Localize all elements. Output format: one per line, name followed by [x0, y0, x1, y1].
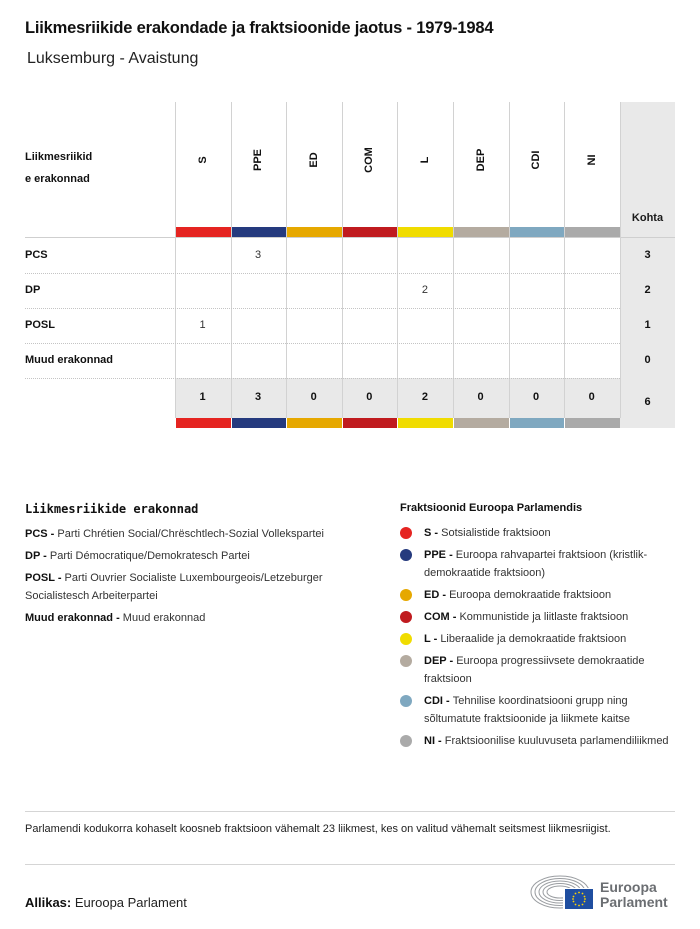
- column-header-label: S: [196, 156, 209, 164]
- separator: -: [47, 528, 58, 540]
- total-column-background: [620, 102, 675, 428]
- color-dot-icon: [400, 527, 412, 539]
- column-header-label: NI: [585, 154, 598, 166]
- group-abbr: PPE: [424, 549, 447, 561]
- column-header-s: [175, 102, 230, 227]
- grand-total: 6: [644, 396, 651, 408]
- row-label: DP: [25, 284, 41, 296]
- column-total: 0: [310, 391, 317, 403]
- color-bar-bottom: [232, 418, 287, 428]
- color-bar-top: [565, 227, 620, 237]
- group-name: Euroopa progressiivsete demokraatide fraktsioon: [424, 655, 645, 685]
- group-name: Euroopa rahvapartei fraktsioon (kristlik-demokraatide fraktsioon): [424, 549, 648, 579]
- row-divider: [25, 273, 620, 274]
- page-title: Liikmesriikide erakondade ja fraktsioonide jaotus - 1979-1984: [25, 19, 494, 37]
- party-legend-item: [25, 547, 375, 565]
- group-legend-item: [400, 630, 680, 648]
- row-header-label: Liikmesriikide erakonnad: [25, 151, 93, 185]
- color-bar-bottom: [176, 418, 231, 428]
- color-bar-top: [232, 227, 287, 237]
- group-abbr: NI: [424, 735, 435, 747]
- group-legend-item: [400, 608, 680, 626]
- group-abbr: CDI: [424, 695, 443, 707]
- column-header-dep: [453, 102, 508, 227]
- group-abbr: COM: [424, 611, 450, 623]
- color-dot-icon: [400, 735, 412, 747]
- row-total: 1: [644, 319, 651, 331]
- color-bar-bottom: [454, 418, 509, 428]
- separator: -: [442, 695, 453, 707]
- separator: -: [446, 655, 457, 667]
- table-cell: 2: [421, 284, 428, 296]
- column-header-label: CDI: [530, 150, 543, 170]
- separator: -: [435, 735, 445, 747]
- european-parliament-logo: [530, 872, 680, 912]
- table-cell: 1: [199, 319, 206, 331]
- party-abbr: PCS: [25, 528, 48, 540]
- column-header-label: COM: [363, 147, 376, 173]
- column-total: 0: [366, 391, 373, 403]
- column-total: 3: [255, 391, 262, 403]
- group-legend-item: [400, 732, 680, 750]
- column-header-l: [397, 102, 452, 227]
- column-header-ni: [564, 102, 619, 227]
- column-total: 0: [533, 391, 540, 403]
- row-total: 3: [644, 249, 651, 261]
- group-name: Liberaalide ja demokraatide fraktsioon: [440, 633, 627, 645]
- group-legend-item: [400, 524, 680, 542]
- party-legend: [25, 502, 375, 631]
- separator: -: [446, 549, 456, 561]
- column-header-cdi: [509, 102, 564, 227]
- party-abbr: DP: [25, 550, 41, 562]
- column-header-label: ED: [307, 152, 320, 168]
- column-header-label: DEP: [474, 148, 487, 172]
- group-abbr: ED: [424, 589, 440, 601]
- separator: -: [431, 527, 442, 539]
- column-header-label: PPE: [252, 148, 265, 172]
- group-abbr: L: [424, 633, 431, 645]
- divider: [25, 811, 675, 812]
- color-bar-bottom: [287, 418, 342, 428]
- logo-text: [600, 880, 668, 910]
- row-divider: [25, 378, 620, 379]
- footnote: Parlamendi kodukorra kohaselt koosneb fraktsioon vähemalt 23 liikmest, kes on valitud vähemalt seitsmest liikmesriigist.: [25, 823, 611, 835]
- separator: -: [430, 633, 441, 645]
- header-divider: [25, 237, 675, 238]
- total-column-label: Kohta: [631, 212, 664, 224]
- row-divider: [25, 343, 620, 344]
- row-total: 0: [644, 354, 651, 366]
- color-dot-icon: [400, 589, 412, 601]
- party-name: Parti Ouvrier Socialiste Luxembourgeois/Letzeburger Socialistesch Arbeiterpartei: [25, 572, 323, 602]
- column-total: 0: [477, 391, 484, 403]
- party-abbr: Muud erakonnad: [25, 612, 114, 624]
- color-dot-icon: [400, 633, 412, 645]
- row-label: Muud erakonnad: [25, 354, 114, 366]
- color-bar-top: [176, 227, 231, 237]
- row-label: POSL: [25, 319, 55, 331]
- group-legend-item: [400, 586, 680, 604]
- color-dot-icon: [400, 695, 412, 707]
- color-bar-bottom: [398, 418, 453, 428]
- color-dot-icon: [400, 655, 412, 667]
- column-total: 1: [199, 391, 206, 403]
- color-bar-top: [343, 227, 398, 237]
- row-divider: [25, 308, 620, 309]
- row-label: PCS: [25, 249, 48, 261]
- color-bar-top: [454, 227, 509, 237]
- party-legend-title: Liikmesriikide erakonnad: [25, 502, 199, 516]
- column-header-ed: [286, 102, 341, 227]
- column-header-com: [342, 102, 397, 227]
- source-label: Allikas:: [25, 895, 72, 910]
- party-abbr: POSL: [25, 572, 55, 584]
- separator: -: [439, 589, 450, 601]
- group-name: Kommunistide ja liitlaste fraktsioon: [459, 611, 629, 623]
- group-name: Euroopa demokraatide fraktsioon: [449, 589, 612, 601]
- group-name: Fraktsioonilise kuuluvuseta parlamendiliikmed: [444, 735, 669, 747]
- separator: -: [449, 611, 460, 623]
- column-header-label: L: [418, 156, 431, 164]
- separator: -: [113, 612, 123, 624]
- source-value: Euroopa Parlament: [74, 895, 187, 910]
- party-name: Parti Démocratique/Demokratesch Partei: [49, 550, 250, 562]
- column-total: 0: [588, 391, 595, 403]
- color-bar-bottom: [343, 418, 398, 428]
- row-total: 2: [644, 284, 651, 296]
- table-cell: 3: [255, 249, 262, 261]
- party-legend-item: [25, 525, 375, 543]
- group-legend-item: [400, 546, 680, 582]
- party-name: Parti Chrétien Social/Chrëschtlech-Sozial Vollekspartei: [57, 528, 324, 540]
- logo-line-1: Euroopa: [600, 879, 657, 895]
- party-name: Muud erakonnad: [122, 612, 206, 624]
- color-bar-top: [510, 227, 565, 237]
- group-abbr: DEP: [424, 655, 447, 667]
- group-name: Sotsialistide fraktsioon: [441, 527, 551, 539]
- separator: -: [40, 550, 50, 562]
- party-legend-item: [25, 609, 375, 627]
- color-dot-icon: [400, 549, 412, 561]
- distribution-table: [25, 102, 675, 428]
- group-legend-item: [400, 652, 680, 688]
- logo-line-2: Parlament: [600, 894, 668, 910]
- column-header-ppe: [231, 102, 286, 227]
- group-legend-item: [400, 692, 680, 728]
- party-legend-item: [25, 569, 375, 605]
- group-name: Tehnilise koordinatsiooni grupp ning sõltumatute fraktsioonide ja liikmete kaitse: [424, 695, 631, 725]
- color-bar-top: [398, 227, 453, 237]
- color-bar-bottom: [510, 418, 565, 428]
- group-legend-title: Fraktsioonid Euroopa Parlamendis: [400, 502, 583, 514]
- group-abbr: S: [424, 527, 432, 539]
- divider: [25, 864, 675, 865]
- hemicycle-flag-icon: [530, 872, 596, 912]
- color-dot-icon: [400, 611, 412, 623]
- column-total: 2: [421, 391, 428, 403]
- separator: -: [54, 572, 65, 584]
- page-subtitle: Luksemburg - Avaistung: [27, 50, 199, 67]
- color-bar-top: [287, 227, 342, 237]
- color-bar-bottom: [565, 418, 620, 428]
- source-line: [25, 895, 187, 910]
- group-legend: [400, 502, 680, 754]
